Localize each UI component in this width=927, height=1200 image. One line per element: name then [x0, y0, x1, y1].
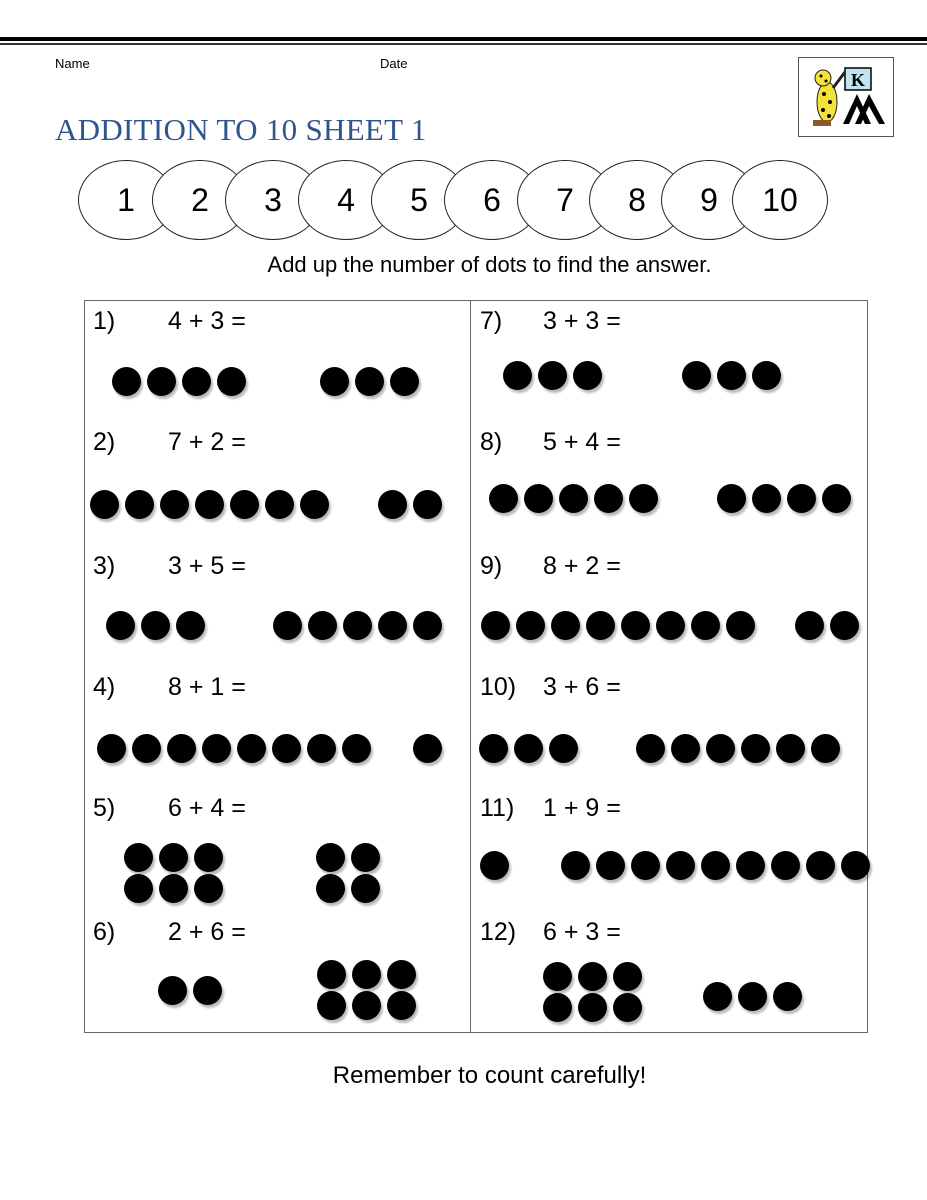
counting-dot [194, 874, 223, 903]
top-rule-thin [0, 43, 927, 45]
counting-dot [387, 960, 416, 989]
counting-dot [176, 611, 205, 640]
counting-dot [573, 361, 602, 390]
counting-dot [167, 734, 196, 763]
counting-dot [656, 611, 685, 640]
counting-dot [736, 851, 765, 880]
logo [798, 57, 894, 137]
counting-dot [317, 991, 346, 1020]
counting-dot [543, 962, 572, 991]
leopard-easel-logo-icon [799, 58, 893, 136]
counting-dot [308, 611, 337, 640]
counting-dot [195, 490, 224, 519]
number-bubble: 7 [517, 160, 613, 240]
number-bubble: 2 [152, 160, 248, 240]
counting-dot [822, 484, 851, 513]
counting-dot [300, 490, 329, 519]
name-label: Name [55, 56, 90, 71]
counting-dot [182, 367, 211, 396]
counting-dot [124, 874, 153, 903]
counting-dot [773, 982, 802, 1011]
counting-dot [771, 851, 800, 880]
counting-dot [561, 851, 590, 880]
number-bubble: 1 [78, 160, 174, 240]
counting-dot [193, 976, 222, 1005]
counting-dot [726, 611, 755, 640]
counting-dot [352, 960, 381, 989]
date-label: Date [380, 56, 408, 71]
counting-dot [578, 993, 607, 1022]
counting-dot [666, 851, 695, 880]
counting-dot [413, 490, 442, 519]
counting-dot [273, 611, 302, 640]
counting-dot [559, 484, 588, 513]
column-divider [470, 300, 471, 1033]
counting-dot [516, 611, 545, 640]
counting-dot [265, 490, 294, 519]
counting-dot [124, 843, 153, 872]
number-bubble: 5 [371, 160, 467, 240]
counting-dot [480, 851, 509, 880]
question-number: 11) [480, 794, 515, 822]
counting-dot [776, 734, 805, 763]
counting-dot [378, 490, 407, 519]
counting-dot [691, 611, 720, 640]
question-number: 2) [93, 428, 116, 456]
counting-dot [320, 367, 349, 396]
question-number: 8) [480, 428, 503, 456]
counting-dot [97, 734, 126, 763]
counting-dot [703, 982, 732, 1011]
number-bubble: 3 [225, 160, 321, 240]
question-expression: 2 + 6 = [168, 918, 246, 946]
counting-dot [230, 490, 259, 519]
counting-dot [741, 734, 770, 763]
question-expression: 8 + 2 = [543, 552, 621, 580]
counting-dot [390, 367, 419, 396]
question-number: 9) [480, 552, 503, 580]
counting-dot [351, 843, 380, 872]
counting-dot [316, 843, 345, 872]
counting-dot [194, 843, 223, 872]
counting-dot [141, 611, 170, 640]
counting-dot [158, 976, 187, 1005]
counting-dot [481, 611, 510, 640]
number-bubble: 10 [732, 160, 828, 240]
number-bubble: 8 [589, 160, 685, 240]
question-number: 4) [93, 673, 116, 701]
question-number: 12) [480, 918, 517, 946]
counting-dot [706, 734, 735, 763]
question-expression: 8 + 1 = [168, 673, 246, 701]
counting-dot [752, 361, 781, 390]
counting-dot [738, 982, 767, 1011]
counting-dot [479, 734, 508, 763]
page-title: ADDITION TO 10 SHEET 1 [55, 112, 427, 147]
counting-dot [343, 611, 372, 640]
question-expression: 3 + 5 = [168, 552, 246, 580]
svg-text:K: K [850, 70, 866, 90]
counting-dot [543, 993, 572, 1022]
counting-dot [671, 734, 700, 763]
question-expression: 4 + 3 = [168, 307, 246, 335]
question-expression: 3 + 3 = [543, 307, 621, 335]
counting-dot [413, 611, 442, 640]
counting-dot [237, 734, 266, 763]
number-bubble: 9 [661, 160, 757, 240]
counting-dot [342, 734, 371, 763]
counting-dot [317, 960, 346, 989]
counting-dot [717, 484, 746, 513]
question-expression: 6 + 4 = [168, 794, 246, 822]
footer-reminder: Remember to count carefully! [332, 1062, 647, 1089]
counting-dot [806, 851, 835, 880]
counting-dot [159, 874, 188, 903]
counting-dot [682, 361, 711, 390]
counting-dot [621, 611, 650, 640]
question-number: 7) [480, 307, 503, 335]
counting-dot [112, 367, 141, 396]
counting-dot [159, 843, 188, 872]
counting-dot [752, 484, 781, 513]
number-line [78, 160, 838, 242]
question-expression: 7 + 2 = [168, 428, 246, 456]
counting-dot [830, 611, 859, 640]
counting-dot [355, 367, 384, 396]
counting-dot [629, 484, 658, 513]
counting-dot [524, 484, 553, 513]
counting-dot [489, 484, 518, 513]
counting-dot [106, 611, 135, 640]
counting-dot [549, 734, 578, 763]
question-number: 10) [480, 673, 517, 701]
counting-dot [613, 962, 642, 991]
counting-dot [132, 734, 161, 763]
question-expression: 6 + 3 = [543, 918, 621, 946]
counting-dot [307, 734, 336, 763]
question-number: 1) [93, 307, 116, 335]
counting-dot [811, 734, 840, 763]
counting-dot [717, 361, 746, 390]
counting-dot [202, 734, 231, 763]
counting-dot [594, 484, 623, 513]
number-bubble: 4 [298, 160, 394, 240]
question-expression: 5 + 4 = [543, 428, 621, 456]
counting-dot [316, 874, 345, 903]
counting-dot [636, 734, 665, 763]
counting-dot [378, 611, 407, 640]
counting-dot [147, 367, 176, 396]
counting-dot [90, 490, 119, 519]
counting-dot [413, 734, 442, 763]
counting-dot [160, 490, 189, 519]
counting-dot [387, 991, 416, 1020]
counting-dot [503, 361, 532, 390]
question-number: 5) [93, 794, 116, 822]
counting-dot [795, 611, 824, 640]
counting-dot [586, 611, 615, 640]
counting-dot [538, 361, 567, 390]
question-number: 6) [93, 918, 116, 946]
question-number: 3) [93, 552, 116, 580]
counting-dot [217, 367, 246, 396]
counting-dot [352, 991, 381, 1020]
question-expression: 1 + 9 = [543, 794, 621, 822]
top-rule-thick [0, 37, 927, 41]
counting-dot [701, 851, 730, 880]
counting-dot [351, 874, 380, 903]
counting-dot [551, 611, 580, 640]
counting-dot [596, 851, 625, 880]
counting-dot [578, 962, 607, 991]
question-expression: 3 + 6 = [543, 673, 621, 701]
counting-dot [272, 734, 301, 763]
number-bubble: 6 [444, 160, 540, 240]
counting-dot [631, 851, 660, 880]
counting-dot [787, 484, 816, 513]
counting-dot [613, 993, 642, 1022]
counting-dot [125, 490, 154, 519]
counting-dot [514, 734, 543, 763]
counting-dot [841, 851, 870, 880]
instructions: Add up the number of dots to find the answer. [267, 252, 712, 277]
